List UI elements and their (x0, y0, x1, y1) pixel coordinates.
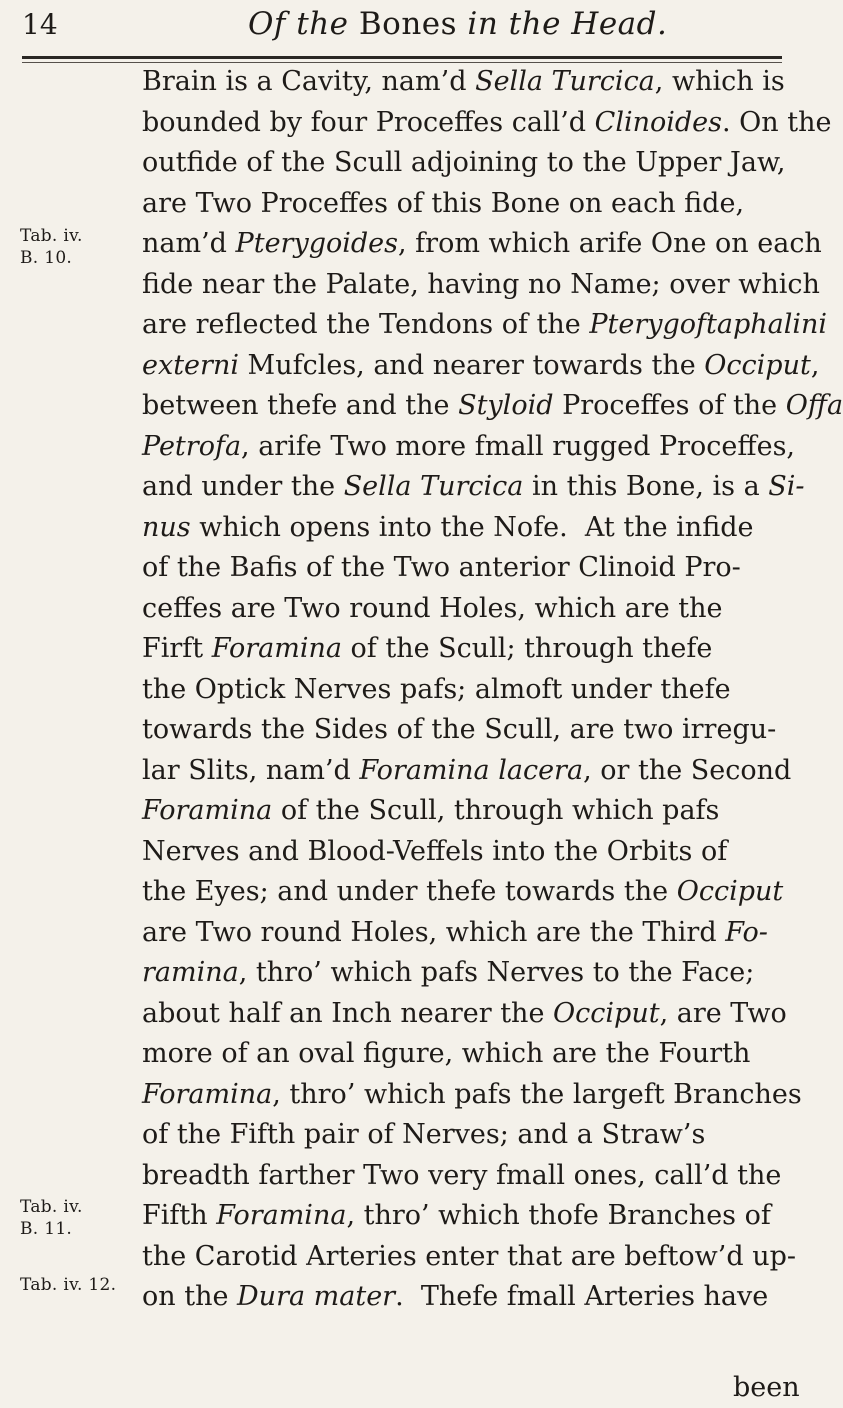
text-run: . Thefe fmall Arteries have (395, 1281, 769, 1312)
text-run: Nerves and Blood-Veffels into the Orbits of (142, 835, 728, 867)
text-line (142, 224, 822, 265)
text-line (142, 1237, 796, 1278)
italic-term: externi (142, 349, 239, 381)
text-run: , thro’ which pafs Nerves to the Face; (238, 957, 755, 988)
text-run: in this Bone, is a (523, 471, 769, 502)
text-run: . On the (722, 106, 832, 138)
margin-note-1-line-2: B. 10. (20, 248, 73, 268)
text-run: , thro’ which thofe Branches of (346, 1200, 771, 1231)
text-run: , thro’ which pafs the largeft Branches (272, 1078, 802, 1110)
italic-term: Foramina (216, 1200, 347, 1231)
text-run: the Carotid Arteries enter that are beftow’d up- (142, 1240, 796, 1272)
running-title (248, 6, 667, 42)
text-line (142, 143, 786, 184)
text-run: , which is (654, 66, 785, 97)
margin-note-2-line-2: B. 11. (20, 1219, 73, 1239)
header-rule (22, 56, 782, 59)
margin-note-1-line-1: Tab. iv. (20, 226, 83, 246)
text-line (142, 994, 787, 1035)
text-run: Mufcles, and nearer towards the (238, 349, 705, 381)
italic-term: Foramina (211, 633, 342, 664)
text-line (142, 751, 792, 792)
italic-term: Pterygoftaphalini (589, 309, 828, 340)
text-line (142, 265, 820, 306)
italic-term: nus (142, 511, 191, 543)
text-run: which opens into the Nofe. At the infide (190, 511, 754, 543)
margin-note-2 (20, 1196, 83, 1240)
text-line (142, 872, 782, 913)
text-run: of the Scull; through thefe (341, 633, 713, 664)
text-run: fide near the Palate, having no Name; over which (142, 268, 820, 300)
italic-term: Occiput (704, 349, 811, 381)
text-run: breadth farther Two very fmall ones, call’d the (142, 1159, 782, 1191)
text-line (142, 184, 782, 225)
text-line (142, 1277, 782, 1318)
italic-term: Sella Turcica (475, 66, 655, 97)
text-run: , or the Second (583, 754, 792, 786)
page-header (0, 0, 801, 60)
text-line (142, 427, 796, 468)
text-line (142, 629, 782, 670)
text-run: are reflected the Tendons of the (142, 309, 590, 340)
text-line (142, 1156, 782, 1197)
text-run: , are Two (659, 997, 787, 1029)
text-line (142, 1115, 782, 1156)
margin-note-1 (20, 225, 83, 269)
title-in: in the (467, 6, 561, 42)
text-line (142, 832, 782, 873)
title-head: Head. (571, 6, 668, 42)
text-run: outfide of the Scull adjoining to the Upper Jaw, (142, 147, 786, 178)
text-run: of the Fifth pair of Nerves; and a Straw’s (142, 1119, 706, 1150)
text-run: bounded by four Proceffes call’d (142, 106, 595, 138)
title-bones: Bones (358, 6, 458, 42)
italic-term: Foramina (142, 795, 273, 826)
text-line (142, 548, 782, 589)
text-run: are Two round Holes, which are the Third (142, 916, 726, 948)
text-line (142, 1196, 782, 1237)
italic-term: Occiput (553, 997, 660, 1029)
text-run: Proceffes of the (553, 390, 786, 421)
text-line (142, 589, 782, 630)
italic-term: Occiput (676, 876, 784, 907)
italic-term: Si- (768, 471, 805, 502)
text-run: Firft (142, 633, 212, 664)
text-line (142, 386, 843, 427)
text-run: nam’d (142, 228, 236, 259)
text-line (142, 346, 820, 387)
text-line (142, 670, 782, 711)
text-run: ceffes are Two round Holes, which are the (142, 592, 723, 624)
text-line (142, 953, 782, 994)
italic-term: Dura mater (237, 1281, 396, 1312)
text-line (142, 1075, 802, 1116)
text-run: , (810, 349, 820, 381)
margin-note-3 (20, 1274, 116, 1296)
italic-term: Offa (785, 390, 843, 421)
text-line (142, 305, 828, 346)
text-run: Fifth (142, 1200, 217, 1231)
text-run: the Optick Nerves pafs; almoft under thefe (142, 673, 731, 705)
text-run: on the (142, 1281, 238, 1312)
italic-term: Fo- (725, 916, 768, 948)
text-line (142, 467, 805, 508)
text-line (142, 103, 832, 144)
italic-term: Foramina (142, 1078, 273, 1110)
italic-term: Petrofa (142, 430, 242, 462)
text-line (142, 508, 782, 549)
catchword: been (733, 1372, 800, 1403)
text-run: between thefe and the (142, 390, 459, 421)
text-line (142, 62, 785, 103)
margin-note-3-line-1: Tab. iv. 12. (20, 1275, 117, 1295)
body-text (142, 62, 843, 1318)
italic-term: Foramina lacera (359, 754, 584, 786)
page-number: 14 (22, 8, 58, 41)
text-run: the Eyes; and under thefe towards the (142, 876, 677, 907)
text-line (142, 1034, 782, 1075)
text-run: are Two Proceffes of this Bone on each fide, (142, 187, 745, 219)
italic-term: Styloid (458, 390, 554, 421)
text-line (142, 710, 782, 751)
title-of: Of the (248, 6, 349, 42)
text-run: of the Scull, through which pafs (272, 795, 720, 826)
italic-term: ramina (142, 957, 239, 988)
italic-term: Sella Turcica (343, 471, 524, 502)
text-run: towards the Sides of the Scull, are two irregu- (142, 714, 777, 745)
text-run: more of an oval figure, which are the Fourth (142, 1038, 751, 1069)
text-run: of the Bafis of the Two anterior Clinoid Pro- (142, 552, 741, 583)
text-run: about half an Inch nearer the (142, 997, 554, 1029)
text-run: and under the (142, 471, 344, 502)
italic-term: Pterygoides (235, 228, 398, 259)
text-run: , arife Two more fmall rugged Proceffes, (241, 430, 796, 462)
text-line (142, 791, 782, 832)
margin-note-2-line-1: Tab. iv. (20, 1197, 83, 1217)
text-run: , from which arife One on each (398, 228, 822, 259)
italic-term: Clinoides (594, 106, 722, 138)
text-line (142, 913, 782, 954)
text-run: Brain is a Cavity, nam’d (142, 66, 476, 97)
text-run: lar Slits, nam’d (142, 754, 360, 786)
